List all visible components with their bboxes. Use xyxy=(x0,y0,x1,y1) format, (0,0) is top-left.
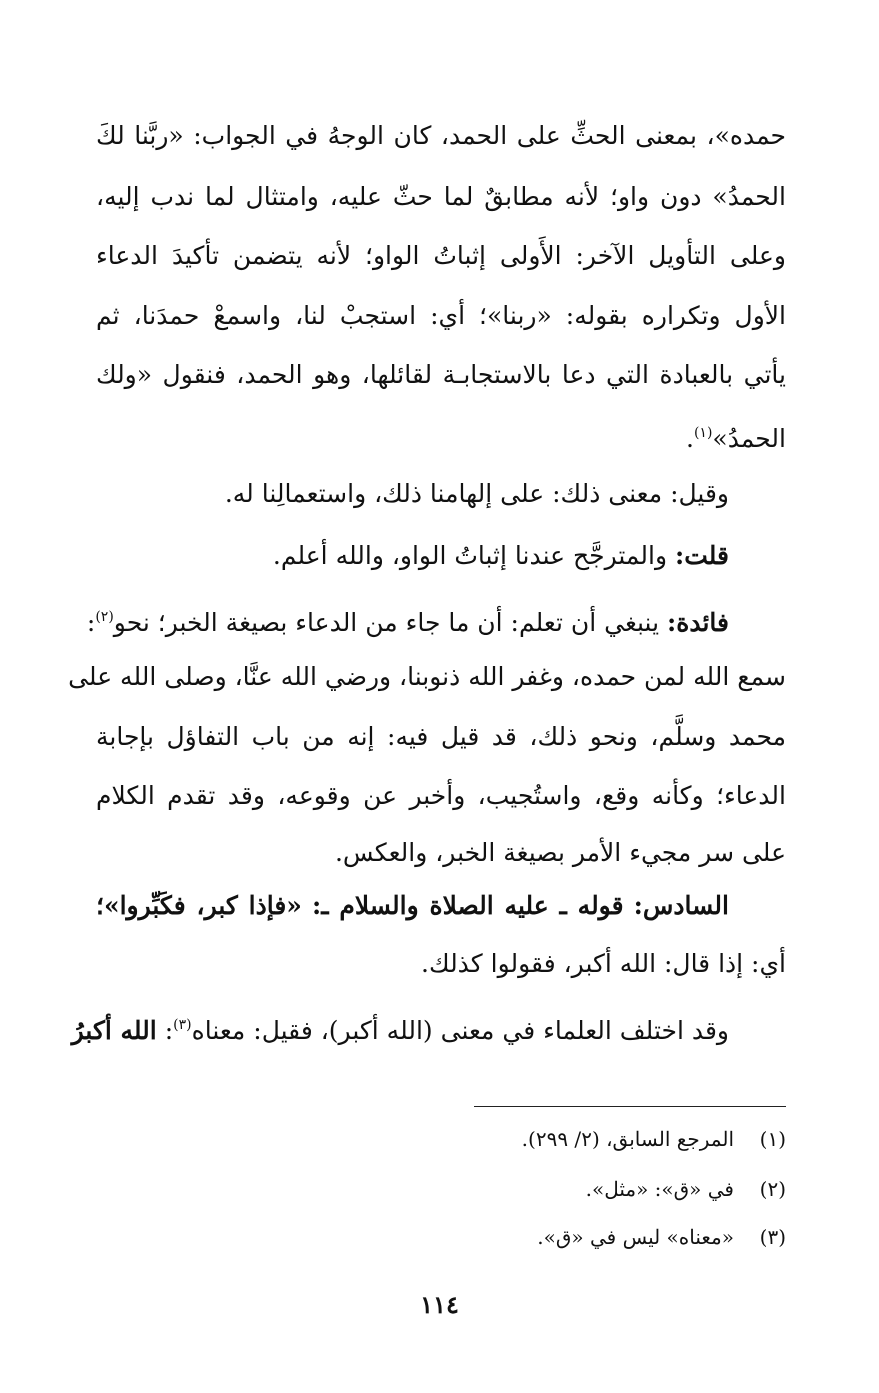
text-line-4: الأول وتكراره بقوله: «ربنا»؛ أي: استجبْ لنا، واسمعْ حمدَنا، ثم xyxy=(96,301,786,330)
page-number: ١١٤ xyxy=(420,1290,459,1319)
footnote-2: (٢)في «ق»: «مثل». xyxy=(585,1177,786,1201)
text-line-10: سمع الله لمن حمده، وغفر الله ذنوبنا، ورضي الله عنَّا، وصلى الله على xyxy=(68,662,786,691)
text-line-8: قلت: والمترجَّح عندنا إثباتُ الواو، والله أعلم. xyxy=(272,541,729,570)
text-line-13: على سر مجيء الأمر بصيغة الخبر، والعكس. xyxy=(334,838,786,867)
hadith-quote: «فإذا كبر، فكَبِّروا»؛ xyxy=(96,891,302,920)
text-line-9: فائدة: ينبغي أن تعلم: أن ما جاء من الدعاء بصيغة الخبر؛ نحو$^{(٢)}$: xyxy=(86,608,729,637)
text-line-1: حمده»، بمعنى الحثِّ على الحمد، كان الوجهُ في الجواب: «ربَّنا لكَ xyxy=(96,121,786,150)
text-line-14: السادس: قوله ـ عليه الصلاة والسلام ـ: «فإذا كبر، فكَبِّروا»؛ xyxy=(96,891,729,920)
text-line-11: محمد وسلَّم، ونحو ذلك، قد قيل فيه: إنه من باب التفاؤل بإجابة xyxy=(96,722,786,751)
qult-label: قلت: xyxy=(674,541,729,570)
footnote-separator xyxy=(474,1106,786,1107)
text-line-2: الحمدُ» دون واو؛ لأنه مطابقٌ لما حثّ عليه، وامتثال لما ندب إليه، xyxy=(96,182,786,211)
text-line-6: الحمدُ»$^{(١)}$. xyxy=(686,424,786,453)
faida-label: فائدة: xyxy=(667,608,729,637)
text-line-3: وعلى التأويل الآخر: الأَولى إثباتُ الواو؛ لأنه يتضمن تأكيدَ الدعاء xyxy=(96,241,786,270)
text-line-15: أي: إذا قال: الله أكبر، فقولوا كذلك. xyxy=(421,949,786,978)
text-line-12: الدعاء؛ وكأنه وقع، واستُجيب، وأخبر عن وقوعه، وقد تقدم الكلام xyxy=(96,781,786,810)
text-line-5: يأتي بالعبادة التي دعا بالاستجابـة لقائلها، وهو الحمد، فنقول «ولك xyxy=(96,360,786,389)
footnote-1: (١)المرجع السابق، (٢/ ٢٩٩). xyxy=(521,1127,786,1151)
footnote-3: (٣)«معناه» ليس في «ق». xyxy=(537,1225,786,1249)
footnote-ref-3: (٣) xyxy=(173,1017,192,1033)
sadis-label: السادس: xyxy=(633,891,729,920)
footnote-ref-1: (١) xyxy=(693,425,713,441)
text-line-7: وقيل: معنى ذلك: على إلهامنا ذلك، واستعمالِنا له. xyxy=(224,479,729,508)
footnote-ref-2: (٢) xyxy=(95,609,114,625)
text-line-16: وقد اختلف العلماء في معنى (الله أكبر)، فقيل: معناه$^{(٣)}$: الله أكبرُ xyxy=(71,1016,729,1045)
